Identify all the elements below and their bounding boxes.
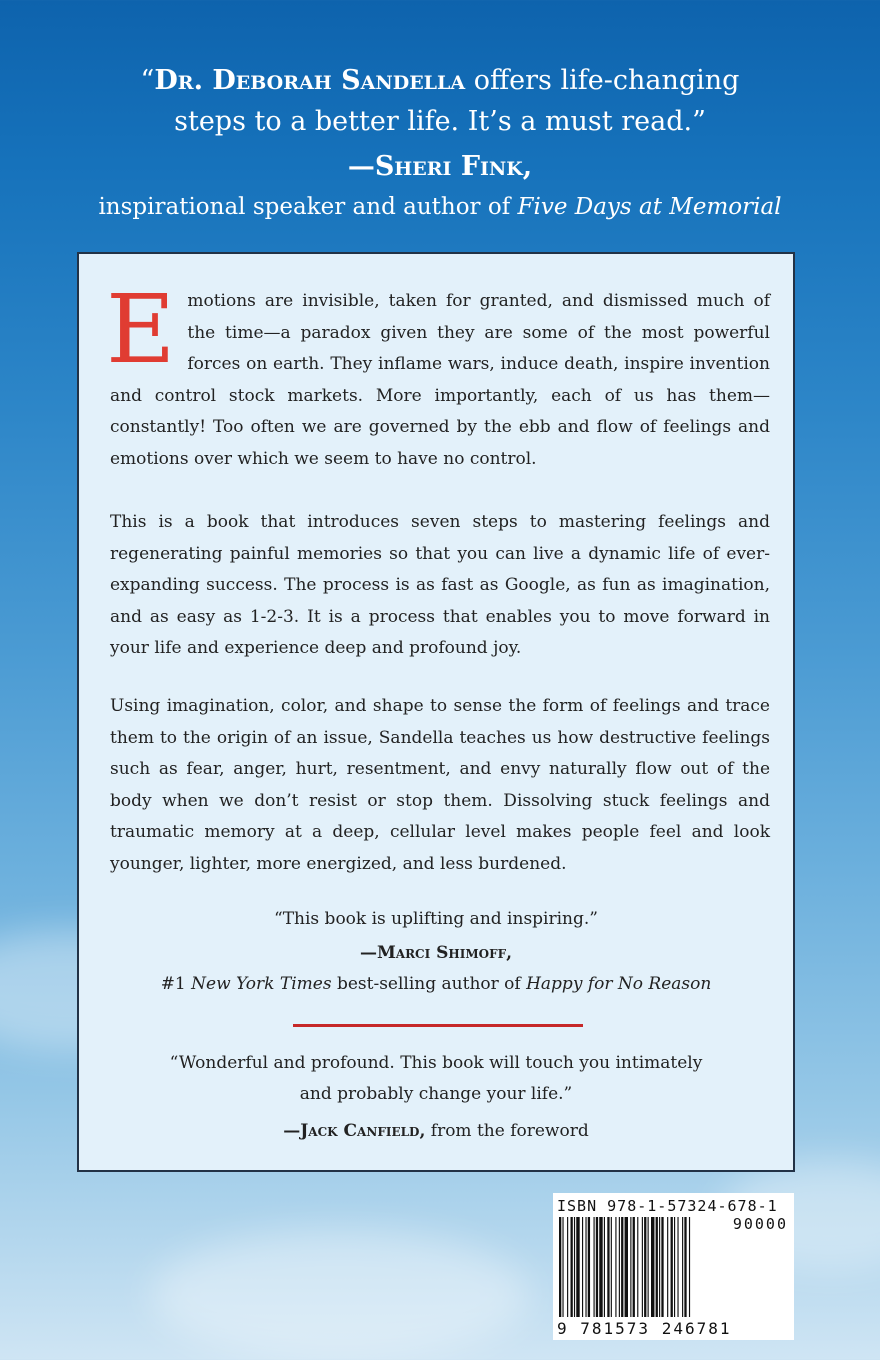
barcode-bar [674, 1217, 675, 1317]
barcode-bar [611, 1217, 612, 1317]
barcode-bar [607, 1217, 609, 1317]
shimoff-publication: New York Times [191, 974, 332, 994]
red-divider [293, 1024, 583, 1027]
barcode-bar [656, 1217, 658, 1317]
barcode-bar [588, 1217, 590, 1317]
attribution-role-text: inspirational speaker and author of [98, 194, 518, 220]
description-paragraph-3: Using imagination, color, and shape to sense the form of feelings and trace them to the origin of an issue, Sandella teaches us how destructive feelings such as fear, anger, hurt, resentment, and envy naturally flow out of the body when we don’t resist or stop them. Dissolving stuck feelings and traumatic memory at a deep, cellular level makes people feel and look younger, lighter, more energized, and less burdened. [110, 696, 770, 874]
top-endorsement [60, 60, 820, 228]
barcode-bar [625, 1217, 628, 1317]
barcode-bar [671, 1217, 673, 1317]
barcode-bar [604, 1217, 605, 1317]
shimoff-book-title: Happy for No Reason [526, 974, 712, 994]
ean-digits: 9 781573 246781 [557, 1319, 732, 1338]
barcode-bar [571, 1217, 573, 1317]
barcode-bar [684, 1217, 686, 1317]
description-paragraph-2: This is a book that introduces seven steps to mastering feelings and regenerating painful memories so that you can live a dynamic life of ever-expanding success. The process is as fast as Google, as fun as imagination, and as easy as 1-2-3. It is a process that enables you to move forward in your life and experience deep and profound joy. [110, 512, 770, 658]
barcode-bar [585, 1217, 586, 1317]
canfield-source: from the foreword [425, 1121, 589, 1141]
barcode-bar [596, 1217, 598, 1317]
endorsement-canfield [79, 1048, 793, 1147]
barcode-bar [559, 1217, 561, 1317]
paragraph-1-text: motions are invisible, taken for granted, and dismissed much of the time—a paradox given they are some of the most powerful forces on earth. They inflame wars, induce death, inspire invention and control stock markets. More importantly, each of us has them—constantly! Too often we are governed by the ebb and flow of feelings and emotions over which we seem to have no control. [110, 291, 770, 469]
barcode-bar [661, 1217, 663, 1317]
cloud-decoration [150, 1230, 530, 1360]
barcode-bar [619, 1217, 620, 1317]
barcode-bar [644, 1217, 646, 1317]
shimoff-role [79, 969, 793, 1000]
barcode-bar [574, 1217, 575, 1317]
barcode-bar [615, 1217, 616, 1317]
shimoff-quote-text: “This book is uplifting and inspiring.” [274, 909, 598, 929]
isbn-label: ISBN 978-1-57324-678-1 [557, 1197, 778, 1215]
barcode-bar [689, 1217, 690, 1317]
canfield-name: —Jack Canfield, [283, 1121, 426, 1141]
barcode-bar [642, 1217, 643, 1317]
open-quote-mark: “ [140, 65, 155, 96]
barcode-bar [682, 1217, 683, 1317]
barcode-bar [594, 1217, 595, 1317]
barcode-bar [582, 1217, 583, 1317]
barcode-bar [599, 1217, 602, 1317]
barcode-bar [630, 1217, 631, 1317]
top-quote-line1 [60, 60, 820, 101]
barcode-bar [677, 1217, 678, 1317]
barcode-bar [567, 1217, 568, 1317]
barcode-bar [576, 1217, 579, 1317]
barcode-bar [667, 1217, 668, 1317]
barcode-bar [648, 1217, 649, 1317]
top-quote-line2: steps to a better life. It’s a must read.” [174, 106, 706, 137]
top-quote-text-1: offers life-changing [465, 65, 740, 96]
barcode-bar [633, 1217, 635, 1317]
barcode-bar [621, 1217, 623, 1317]
barcode-bar [651, 1217, 654, 1317]
isbn-barcode [553, 1193, 794, 1340]
canfield-attribution [79, 1116, 793, 1147]
dropcap-letter: E [106, 275, 176, 385]
attribution-book-title: Five Days at Memorial [517, 194, 782, 220]
shimoff-name: —Marci Shimoff, [359, 943, 513, 963]
endorsement-shimoff [79, 904, 793, 1000]
barcode-bar [562, 1217, 563, 1317]
barcode-bars [557, 1217, 790, 1317]
description-panel [77, 252, 795, 1172]
description-paragraph-1 [106, 275, 770, 475]
author-name-highlight: Dr. Deborah Sandella [154, 65, 466, 96]
canfield-quote-line1: “Wonderful and profound. This book will touch you intimately [169, 1053, 703, 1073]
top-quote-attribution-name: —Sheri Fink, [347, 151, 533, 182]
top-quote-attribution-role [60, 187, 820, 228]
shimoff-role-text: best-selling author of [331, 974, 527, 994]
barcode-bar [637, 1217, 638, 1317]
barcode-bar [659, 1217, 660, 1317]
shimoff-rank: #1 [160, 974, 192, 994]
canfield-quote-line2: and probably change your life.” [299, 1084, 573, 1104]
price-code: 90000 [732, 1215, 788, 1233]
